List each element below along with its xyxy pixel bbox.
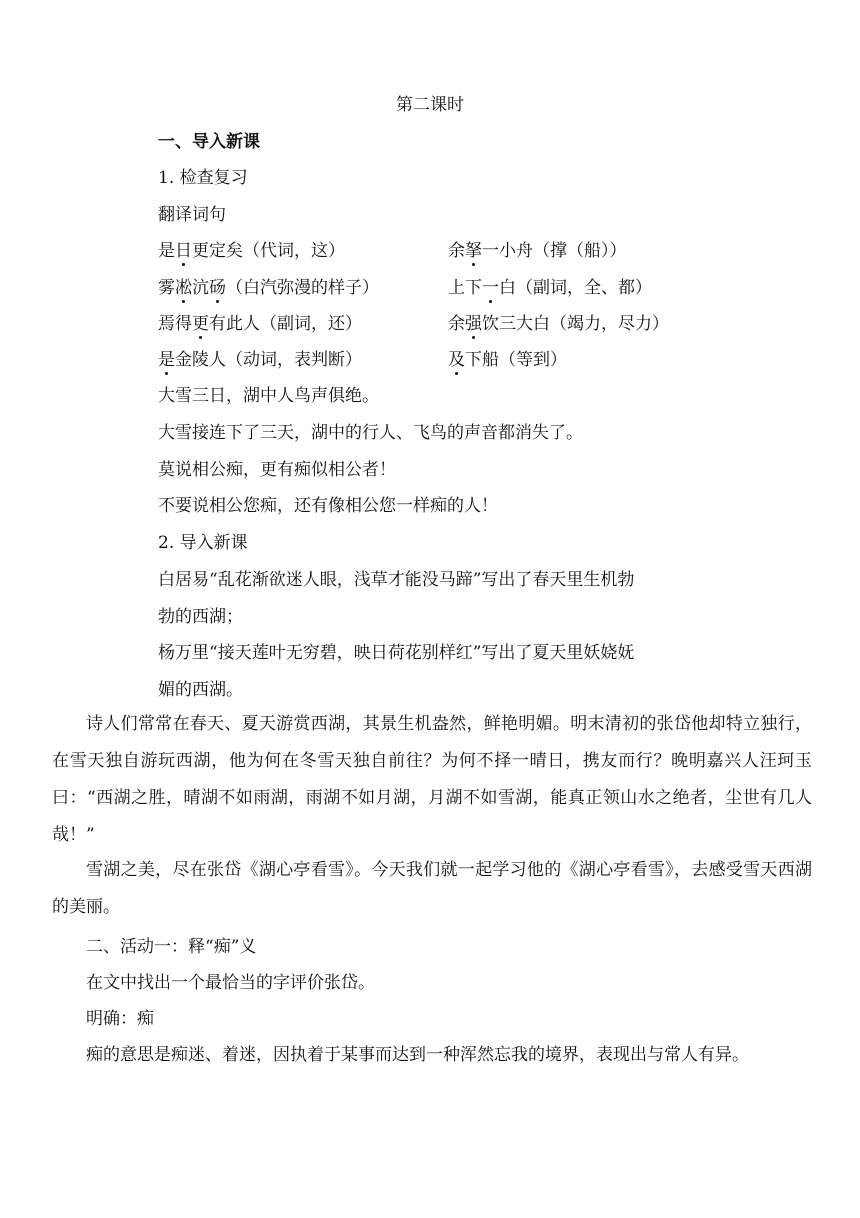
intro-line-2: 勃的西湖； bbox=[158, 607, 243, 627]
vocab-text: 下船（等到） bbox=[465, 350, 567, 370]
intro-line-3: 杨万里“接天莲叶无穷碧，映日荷花别样红”写出了夏天里妖娆妩 bbox=[158, 643, 635, 663]
emphasized-character: 砀 bbox=[209, 273, 226, 298]
vocab-text: 余 bbox=[448, 241, 465, 261]
vocab-text: 上下 bbox=[448, 278, 482, 298]
sentence-translation-1: 大雪接连下了三天，湖中的行人、飞鸟的声音都消失了。 bbox=[158, 423, 583, 443]
vocab-text: 余 bbox=[448, 314, 465, 334]
emphasized-character: 拏 bbox=[465, 236, 482, 261]
vocab-text: 焉得 bbox=[158, 314, 192, 334]
subheading-review: 1. 检查复习 bbox=[158, 168, 248, 188]
vocab-text: 更定矣（代词，这） bbox=[192, 241, 345, 261]
emphasized-character: 一 bbox=[482, 273, 499, 298]
section-heading-activity: 二、活动一：释“痴”义 bbox=[86, 937, 257, 957]
activity-answer: 明确：痴 bbox=[86, 1009, 154, 1029]
emphasized-character: 更 bbox=[192, 309, 209, 334]
vocab-text: 有此人（副词，还） bbox=[209, 314, 362, 334]
vocab-right-2 bbox=[448, 309, 669, 334]
vocab-right-1 bbox=[448, 273, 652, 298]
intro-line-4: 媚的西湖。 bbox=[158, 680, 243, 700]
vocab-left-2 bbox=[158, 309, 362, 334]
vocab-left-0 bbox=[158, 236, 345, 261]
vocab-text: 雾 bbox=[158, 278, 175, 298]
activity-task: 在文中找出一个最恰当的字评价张岱。 bbox=[86, 973, 375, 993]
emphasized-character: 凇 bbox=[175, 273, 192, 298]
vocab-right-0 bbox=[448, 236, 627, 261]
vocab-left-1 bbox=[158, 273, 379, 298]
activity-explanation: 痴的意思是痴迷、着迷，因执着于某事而达到一种浑然忘我的境界，表现出与常人有异。 bbox=[86, 1045, 749, 1065]
paragraph-poets: 诗人们常常在春天、夏天游赏西湖，其景生机盎然，鲜艳明媚。明末清初的张岱他却特立独行，在雪天独自游玩西湖，他为何在冬雪天独自前往？为何不择一晴日，携友而行？晚明嘉兴人汪珂玉曰：“西湖之胜，晴湖不如雨湖，雨湖不如月湖，月湖不如雪湖，能真正领山水之绝者，尘世有几人哉！” bbox=[52, 714, 812, 845]
emphasized-character: 及 bbox=[448, 345, 465, 370]
vocab-text: 白（副词，全、都） bbox=[499, 278, 652, 298]
emphasized-character: 日 bbox=[175, 236, 192, 261]
vocab-text: 金陵人（动词，表判断） bbox=[175, 350, 362, 370]
translate-heading: 翻译词句 bbox=[158, 205, 226, 225]
sentence-original-2: 莫说相公痴，更有痴似相公者！ bbox=[158, 460, 396, 480]
vocab-left-3 bbox=[158, 345, 362, 370]
vocab-right-3 bbox=[448, 345, 567, 370]
vocab-text: 一小舟（撑（船）） bbox=[482, 241, 627, 261]
section-heading-intro: 一、导入新课 bbox=[158, 132, 260, 152]
sentence-translation-2: 不要说相公您痴，还有像相公您一样痴的人！ bbox=[158, 496, 498, 516]
sentence-original-1: 大雪三日，湖中人鸟声俱绝。 bbox=[158, 386, 379, 406]
vocab-text: 沆 bbox=[192, 278, 209, 298]
paragraph-snow-lake: 雪湖之美，尽在张岱《湖心亭看雪》。今天我们就一起学习他的《湖心亭看雪》，去感受雪天西湖的美丽。 bbox=[52, 860, 812, 917]
vocab-text: 是 bbox=[158, 241, 175, 261]
emphasized-character: 强 bbox=[465, 309, 482, 334]
lesson-title: 第二课时 bbox=[396, 95, 464, 115]
vocab-text: （白汽弥漫的样子） bbox=[226, 278, 379, 298]
intro-line-1: 白居易“乱花渐欲迷人眼，浅草才能没马蹄”写出了春天里生机勃 bbox=[158, 570, 635, 590]
emphasized-character: 是 bbox=[158, 345, 175, 370]
vocab-text: 饮三大白（竭力，尽力） bbox=[482, 314, 669, 334]
subheading-introduce: 2. 导入新课 bbox=[158, 533, 248, 553]
